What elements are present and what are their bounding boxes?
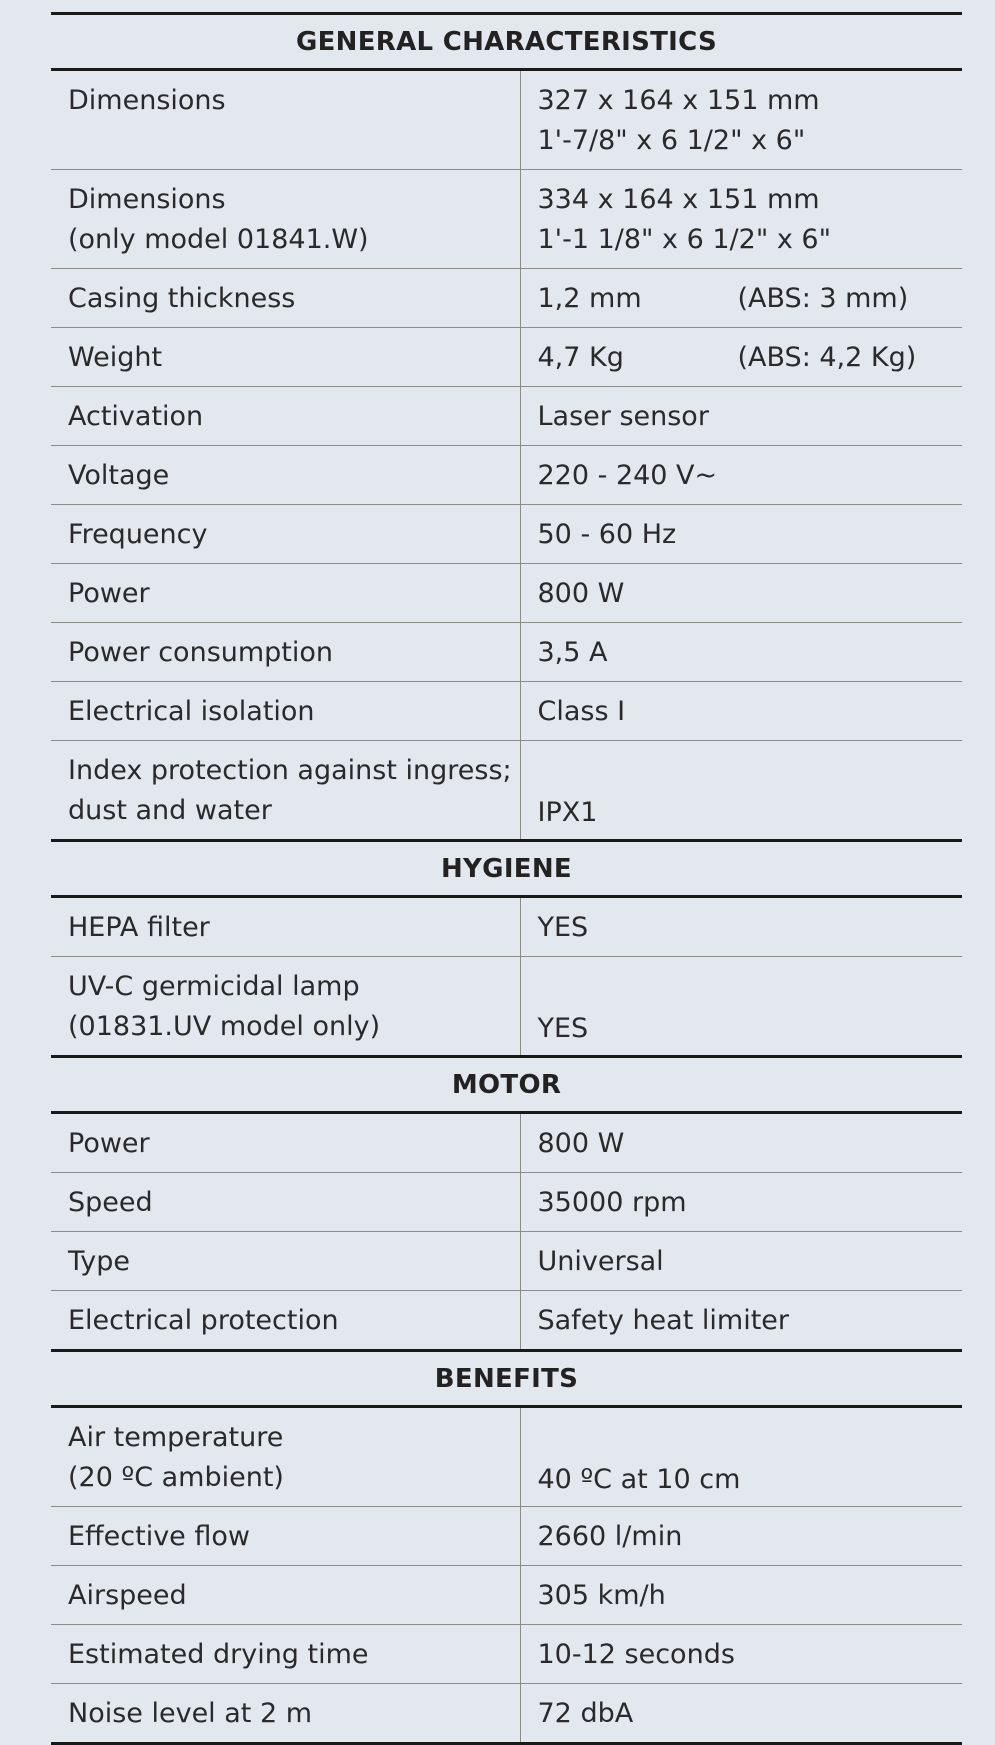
spec-label-cell [51, 897, 520, 957]
section-header-benefits [51, 1351, 962, 1407]
spec-row [51, 1507, 962, 1566]
spec-label-cell [51, 1173, 520, 1232]
spec-label-cell [51, 505, 520, 564]
spec-value: 334 x 164 x 151 mm [537, 184, 820, 215]
spec-label-cell [51, 1291, 520, 1351]
spec-value: YES [537, 1013, 589, 1044]
spec-value: 1'-1 1/8" x 6 1/2" x 6" [537, 224, 831, 255]
spec-row [51, 897, 962, 957]
spec-label: Dimensions [68, 184, 226, 215]
spec-value-note: (ABS: 4,2 Kg) [737, 342, 917, 373]
spec-label-cell [51, 446, 520, 505]
spec-row [51, 623, 962, 682]
spec-label-cell [51, 328, 520, 387]
spec-row [51, 1232, 962, 1291]
section-title: GENERAL CHARACTERISTICS [51, 14, 962, 70]
spec-label: Frequency [68, 519, 208, 550]
spec-row [51, 170, 962, 269]
spec-row [51, 682, 962, 741]
spec-label-cell [51, 1232, 520, 1291]
spec-value-cell [520, 387, 962, 446]
spec-label: (01831.UV model only) [68, 1011, 381, 1042]
spec-value-cell [520, 170, 962, 269]
spec-value-cell [520, 1291, 962, 1351]
spec-row [51, 1407, 962, 1507]
spec-label-cell [51, 1566, 520, 1625]
spec-table-body [51, 14, 962, 1744]
spec-label: Estimated drying time [68, 1639, 369, 1670]
spec-row [51, 387, 962, 446]
spec-label: Power [68, 578, 150, 609]
spec-value: Laser sensor [537, 401, 709, 432]
spec-value-cell [520, 564, 962, 623]
spec-value-pair [538, 279, 963, 319]
spec-row [51, 446, 962, 505]
spec-value-cell [520, 1113, 962, 1173]
spec-value: 50 - 60 Hz [537, 519, 677, 550]
spec-value-cell [520, 1232, 962, 1291]
spec-value: 10-12 seconds [537, 1639, 735, 1670]
spec-row [51, 1291, 962, 1351]
spec-label: Casing thickness [68, 283, 296, 314]
spec-value-cell [520, 70, 962, 170]
spec-label-cell [51, 70, 520, 170]
spec-value: 72 dbA [537, 1698, 634, 1729]
spec-label: Type [68, 1246, 131, 1277]
spec-value-cell [520, 1173, 962, 1232]
spec-label: Activation [68, 401, 204, 432]
section-title: BENEFITS [51, 1351, 962, 1407]
spec-label-cell [51, 623, 520, 682]
section-header-hygiene [51, 841, 962, 897]
spec-value: 40 ºC at 10 cm [537, 1464, 741, 1495]
spec-label: Power [68, 1128, 150, 1159]
spec-row [51, 70, 962, 170]
spec-row [51, 505, 962, 564]
spec-value: 35000 rpm [537, 1187, 687, 1218]
spec-value-cell [520, 682, 962, 741]
spec-label-cell [51, 387, 520, 446]
spec-value: 305 km/h [537, 1580, 666, 1611]
spec-label: Voltage [68, 460, 170, 491]
spec-value-cell [520, 1507, 962, 1566]
spec-label-cell [51, 1113, 520, 1173]
section-header-general-characteristics [51, 14, 962, 70]
spec-value: 800 W [537, 1128, 625, 1159]
spec-row [51, 328, 962, 387]
spec-label: Airspeed [68, 1580, 187, 1611]
spec-row [51, 1173, 962, 1232]
spec-value-cell [520, 897, 962, 957]
spec-label: Electrical protection [68, 1305, 339, 1336]
spec-value-cell [520, 623, 962, 682]
spec-value-cell [520, 1566, 962, 1625]
spec-label-cell [51, 269, 520, 328]
spec-label: HEPA filter [68, 912, 210, 943]
spec-label: dust and water [68, 795, 272, 826]
spec-value-cell [520, 328, 962, 387]
spec-value: 327 x 164 x 151 mm [537, 85, 820, 116]
spec-row [51, 957, 962, 1057]
spec-label: Noise level at 2 m [68, 1698, 313, 1729]
spec-label-cell [51, 1407, 520, 1507]
spec-value: IPX1 [537, 797, 598, 828]
spec-value: 4,7 Kg [537, 342, 624, 373]
spec-label: (20 ºC ambient) [68, 1462, 284, 1493]
spec-label: Weight [68, 342, 163, 373]
spec-row [51, 1625, 962, 1684]
spec-row [51, 1684, 962, 1744]
section-header-motor [51, 1057, 962, 1113]
spec-label-cell [51, 957, 520, 1057]
spec-label: Dimensions [68, 85, 226, 116]
spec-value-cell [520, 1625, 962, 1684]
section-title: HYGIENE [51, 841, 962, 897]
spec-value: YES [537, 912, 589, 943]
spec-label-cell [51, 1625, 520, 1684]
spec-label-cell [51, 564, 520, 623]
spec-value: 2660 l/min [537, 1521, 683, 1552]
spec-row [51, 564, 962, 623]
spec-label: Electrical isolation [68, 696, 315, 727]
spec-row [51, 741, 962, 841]
spec-row [51, 1113, 962, 1173]
spec-table [51, 12, 962, 1745]
spec-label: Speed [68, 1187, 153, 1218]
spec-value-cell [520, 505, 962, 564]
spec-value: Safety heat limiter [537, 1305, 789, 1336]
spec-row [51, 269, 962, 328]
spec-value: 1,2 mm [537, 283, 642, 314]
spec-value: 1'-7/8" x 6 1/2" x 6" [537, 125, 806, 156]
spec-value: Class I [537, 696, 626, 727]
spec-label: Power consumption [68, 637, 334, 668]
spec-value-cell [520, 446, 962, 505]
spec-value-note: (ABS: 3 mm) [737, 283, 909, 314]
spec-label: (only model 01841.W) [68, 224, 369, 255]
spec-label-cell [51, 170, 520, 269]
spec-value-pair [538, 338, 963, 378]
spec-value-cell [520, 1407, 962, 1507]
spec-row [51, 1566, 962, 1625]
spec-label-cell [51, 682, 520, 741]
spec-label: Effective flow [68, 1521, 250, 1552]
spec-value: 220 - 240 V~ [537, 460, 718, 491]
spec-label-cell [51, 1507, 520, 1566]
spec-label: UV-C germicidal lamp [68, 971, 360, 1002]
spec-label-cell [51, 741, 520, 841]
spec-value-cell [520, 269, 962, 328]
spec-value: Universal [537, 1246, 664, 1277]
spec-label: Index protection against ingress; [68, 755, 512, 786]
spec-value-cell [520, 1684, 962, 1744]
spec-value-cell [520, 957, 962, 1057]
spec-label: Air temperature [68, 1422, 284, 1453]
spec-value: 800 W [537, 578, 625, 609]
spec-label-cell [51, 1684, 520, 1744]
spec-value: 3,5 A [537, 637, 608, 668]
spec-value-cell [520, 741, 962, 841]
section-title: MOTOR [51, 1057, 962, 1113]
